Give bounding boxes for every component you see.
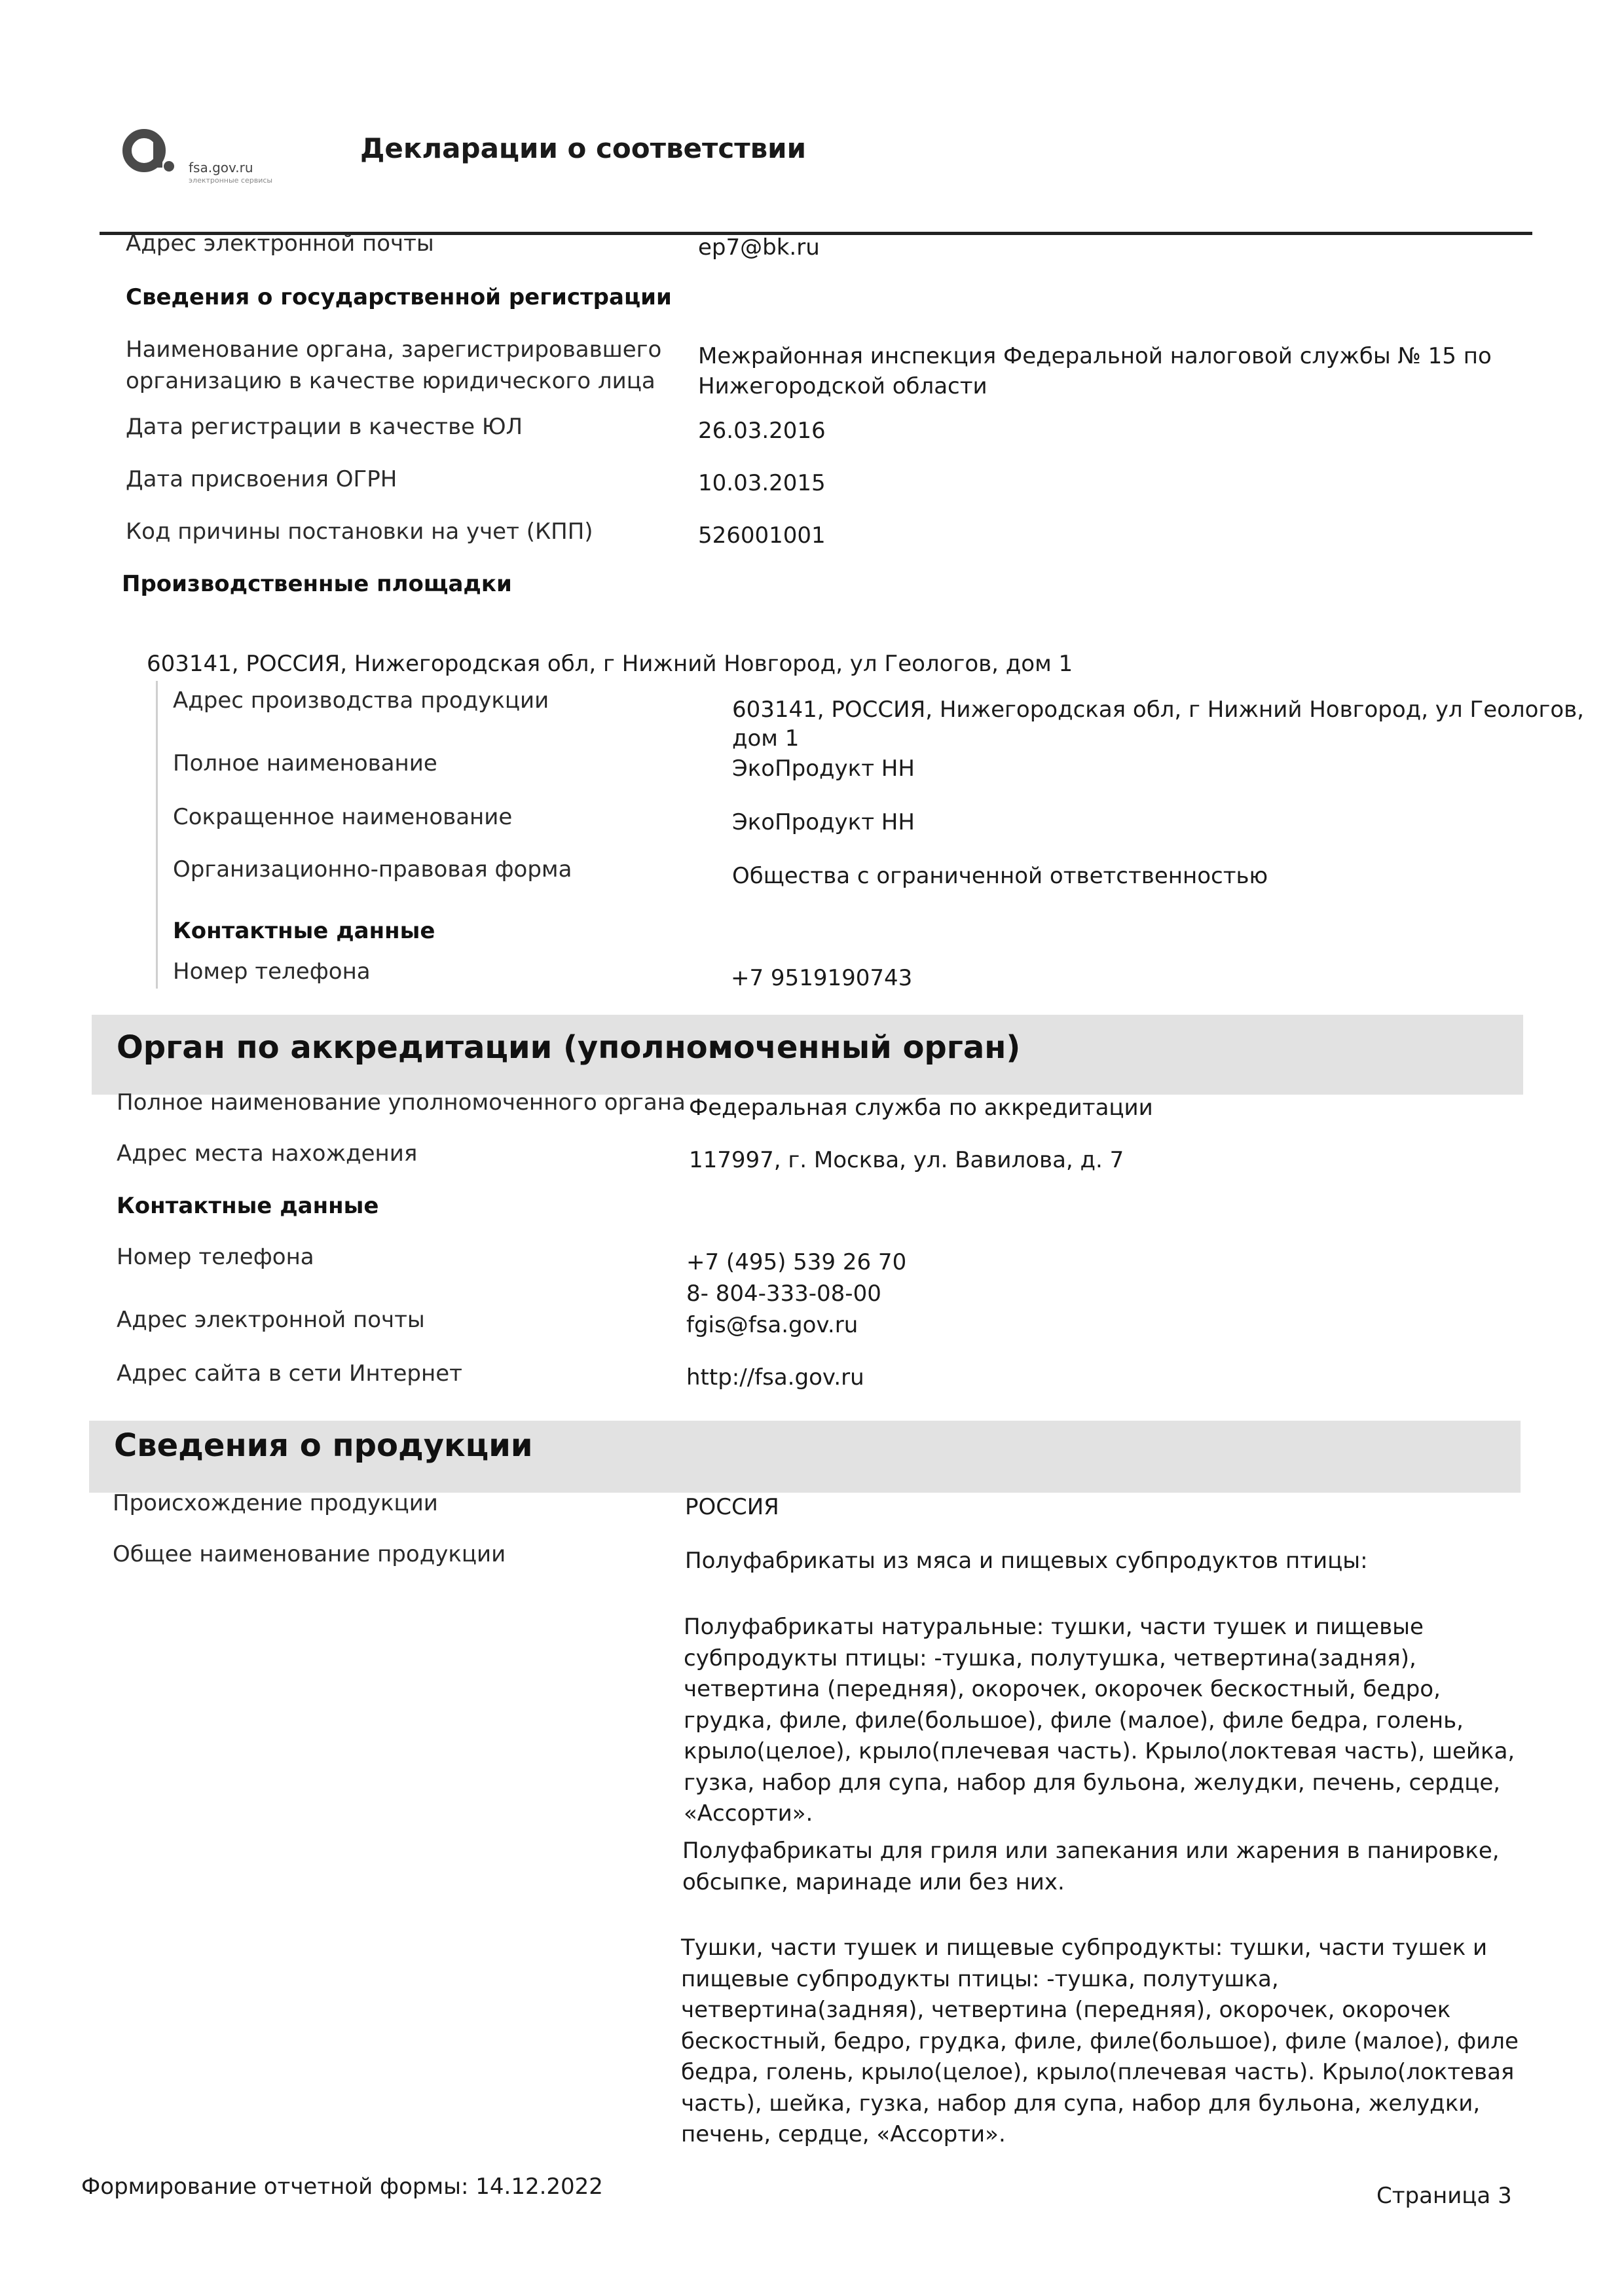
page-title: Декларации о соответствии	[360, 132, 807, 164]
product-origin-label: Происхождение продукции	[113, 1490, 438, 1516]
production-short-name-value: ЭкоПродукт НН	[732, 809, 915, 835]
product-name-paragraph-3: Полуфабрикаты для гриля или запекания или жарения в панировке, обсыпке, маринаде или без них.	[682, 1838, 1500, 1895]
accreditation-address-value: 117997, г. Москва, ул. Вавилова, д. 7	[689, 1147, 1124, 1173]
ogrn-date-value: 10.03.2015	[698, 470, 826, 496]
production-phone-value: +7 9519190743	[731, 965, 913, 991]
production-full-name-label: Полное наименование	[173, 750, 437, 776]
accreditation-website-label: Адрес сайта в сети Интернет	[117, 1360, 462, 1387]
production-address-value-line2: дом 1	[732, 725, 800, 752]
accreditation-email-value: fgis@fsa.gov.ru	[686, 1312, 858, 1338]
product-name-label: Общее наименование продукции	[113, 1541, 506, 1567]
product-name-paragraph-4: Тушки, части тушек и пищевые субпродукты: тушки, части тушек и пищевые субпродукты птицы: -тушка, полутушка, четвертина(задняя), четвертина (передняя), окорочек, окорочек бескостный, бедро, грудка, филе, филе(большое), филе (малое), филе бедра, голень, крыло(целое), крыло(плечевая часть). Крыло(локтевая часть), шейка, гузка, набор для супа, набор для бульона, желудки, печень, сердце, «Ассорти».	[681, 1935, 1519, 2147]
production-legal-form-label: Организационно-правовая форма	[173, 856, 572, 883]
fsa-logo	[119, 122, 303, 187]
product-origin-value: РОССИЯ	[685, 1494, 779, 1520]
report-generated-date: Формирование отчетной формы: 14.12.2022	[81, 2174, 603, 2200]
production-address-value-line1: 603141, РОССИЯ, Нижегородская обл, г Нижний Новгород, ул Геологов,	[732, 697, 1584, 723]
logo-tagline: электронные сервисы	[189, 176, 273, 185]
accreditation-contacts-heading: Контактные данные	[117, 1193, 379, 1219]
reg-date-label: Дата регистрации в качестве ЮЛ	[126, 414, 523, 440]
production-legal-form-value: Общества с ограниченной ответственностью	[732, 863, 1268, 889]
accreditation-phone-value-2: 8- 804-333-08-00	[686, 1281, 881, 1307]
reg-organ-label-line1: Наименование органа, зарегистрировавшего	[126, 337, 662, 363]
accreditation-section-title: Орган по аккредитации (уполномоченный орган)	[117, 1029, 1021, 1066]
production-site-indent-bar	[156, 681, 158, 989]
production-sites-heading: Производственные площадки	[122, 571, 512, 597]
accreditation-full-name-value: Федеральная служба по аккредитации	[689, 1095, 1153, 1121]
reg-organ-value-line2: Нижегородской области	[698, 373, 987, 399]
accreditation-phone-label: Номер телефона	[117, 1244, 314, 1270]
applicant-email-value: ep7@bk.ru	[698, 234, 820, 261]
accreditation-full-name-label: Полное наименование уполномоченного органа	[117, 1089, 686, 1116]
accreditation-address-label: Адрес места нахождения	[117, 1140, 418, 1167]
accreditation-website-value: http://fsa.gov.ru	[686, 1364, 864, 1391]
production-contacts-heading: Контактные данные	[173, 918, 435, 944]
ogrn-date-label: Дата присвоения ОГРН	[126, 466, 397, 492]
product-name-paragraph-2: Полуфабрикаты натуральные: тушки, части тушек и пищевые субпродукты птицы: -тушка, полутушка, четвертина(задняя), четвертина (передняя), окорочек, окорочек бескостный, бедро, грудка, филе, филе(большое), филе (малое), филе бедра, голень, крыло(целое), крыло(плечевая часть). Крыло(локтевая часть), шейка, гузка, набор для супа, набор для бульона, желудки, печень, сердце, «Ассорти».	[684, 1614, 1515, 1827]
logo-site-text: fsa.gov.ru	[189, 160, 253, 175]
accreditation-phone-value-1: +7 (495) 539 26 70	[686, 1249, 907, 1275]
accreditation-email-label: Адрес электронной почты	[117, 1307, 425, 1333]
production-short-name-label: Сокращенное наименование	[173, 804, 513, 830]
reg-organ-value-line1: Межрайонная инспекция Федеральной налоговой службы № 15 по	[698, 343, 1492, 369]
kpp-label: Код причины постановки на учет (КПП)	[126, 519, 593, 545]
fsa-logo-icon	[119, 122, 178, 181]
production-address-label: Адрес производства продукции	[173, 687, 549, 714]
reg-date-value: 26.03.2016	[698, 418, 826, 444]
kpp-value: 526001001	[698, 522, 826, 549]
applicant-email-label: Адрес электронной почты	[126, 230, 434, 257]
production-full-name-value: ЭкоПродукт НН	[732, 756, 915, 782]
production-site-address: 603141, РОССИЯ, Нижегородская обл, г Нижний Новгород, ул Геологов, дом 1	[147, 651, 1073, 677]
reg-organ-label-line2: организацию в качестве юридического лица	[126, 368, 655, 394]
state-registration-heading: Сведения о государственной регистрации	[126, 284, 672, 310]
page-number: Страница 3	[1376, 2183, 1512, 2209]
product-section-title: Сведения о продукции	[114, 1427, 533, 1464]
product-name-paragraph-1: Полуфабрикаты из мяса и пищевых субпродуктов птицы:	[685, 1548, 1368, 1574]
production-phone-label: Номер телефона	[173, 958, 371, 985]
